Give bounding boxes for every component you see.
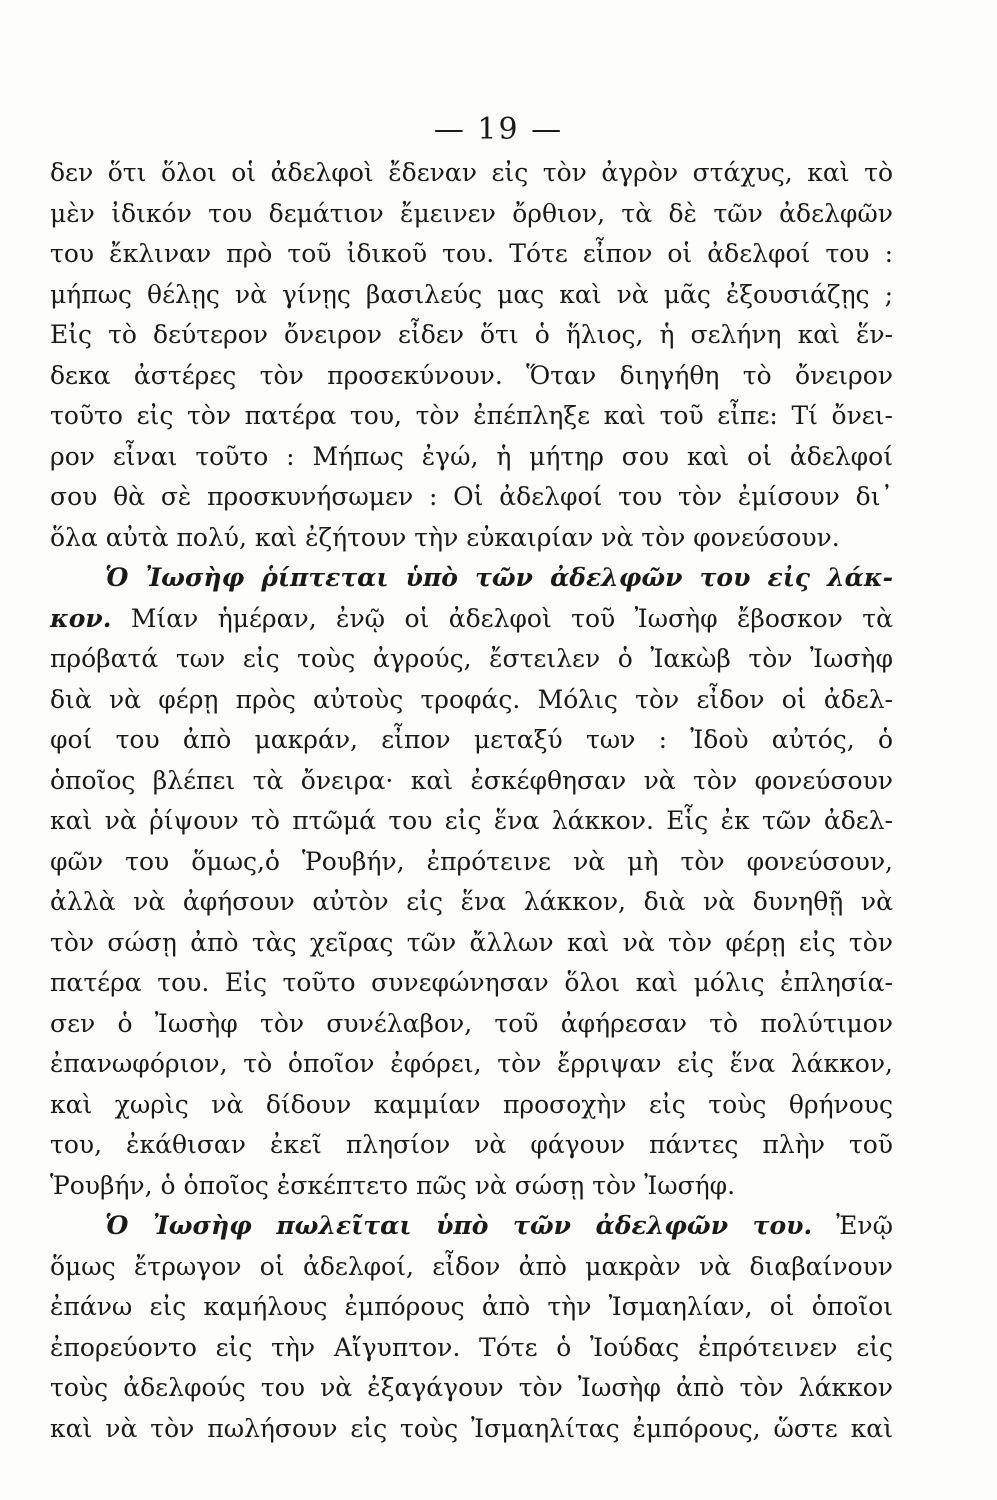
text-line [50,315,893,356]
line-text: σου θὰ σὲ προσκυνήσωμεν : Οἱ ἀδελφοί του τὸν ἐμίσουν δι᾽ [50,482,893,511]
text-line [50,558,893,599]
line-text: δεν ὅτι ὅλοι οἱ ἀδελφοὶ ἔδεναν εἰς τὸν ἀγρὸν στάχυς, καὶ τὸ [50,158,893,187]
line-text: σεν ὁ Ἰωσὴφ τὸν συνέλαβον, τοῦ ἀφήρεσαν τὸ πολύτιμον [50,1008,893,1038]
text-line [50,234,893,275]
page-number: — 19 — [433,112,564,147]
body-text [50,153,893,1449]
text-line [50,1206,893,1247]
line-text: καὶ νὰ τὸν πωλήσουν εἰς τοὺς Ἰσμαηλίτας ἐμπόρους, ὥστε καὶ [50,1413,893,1443]
section-heading: κον. [50,603,112,633]
section-heading: Ὁ Ἰωσὴφ ῥίπτεται ὑπὸ τῶν ἀδελφῶν του εἰς λάκ- [105,563,893,592]
line-text: του ἔκλιναν πρὸ τοῦ ἰδικοῦ του. Τότε εἶπον οἱ ἀδελφοί του : [50,239,893,268]
text-line [50,923,893,964]
text-line [50,599,893,640]
line-text: μὲν ἰδικόν του δεμάτιον ἔμεινεν ὄρθιον, τὰ δὲ τῶν ἀδελφῶν [50,198,893,228]
line-text: φῶν του ὅμως,ὁ Ῥουβήν, ἐπρότεινε νὰ μὴ τὸν φονεύσουν, [50,846,893,876]
text-line [50,1287,893,1328]
line-text: ρον εἶναι τοῦτο : Μήπως ἐγώ, ἡ μήτηρ σου καὶ οἱ ἀδελφοί [50,441,893,471]
text-line [50,963,893,1004]
text-line [50,842,893,883]
line-text: πατέρα του. Εἰς τοῦτο συνεφώνησαν ὅλοι καὶ μόλις ἐπλησία- [50,968,893,997]
text-line [50,720,893,761]
text-line [50,437,893,478]
line-text: διὰ νὰ φέρῃ πρὸς αὐτοὺς τροφάς. Μόλις τὸν εἶδον οἱ ἀδελ- [50,684,893,714]
text-line [50,1044,893,1085]
text-line [50,1085,893,1126]
line-text: φοί του ἀπὸ μακράν, εἶπον μεταξύ των : Ἰδοὺ αὐτός, ὁ [50,725,893,754]
text-line [50,194,893,235]
section-heading: Ὁ Ἰωσὴφ πωλεῖται ὑπὸ τῶν ἀδελφῶν του. [105,1211,813,1240]
line-text: καὶ χωρὶς νὰ δίδουν καμμίαν προσοχὴν εἰς τοὺς θρήνους [50,1089,893,1119]
text-line [50,639,893,680]
line-text: ὅμως ἔτρωγον οἱ ἀδελφοί, εἶδον ἀπὸ μακρὰν νὰ διαβαίνουν [50,1251,893,1281]
line-text: ἐπανωφόριον, τὸ ὁποῖον ἐφόρει, τὸν ἔρριψαν εἰς ἕνα λάκκον, [50,1049,893,1078]
line-text: τοὺς ἀδελφούς του νὰ ἐξαγάγουν τὸν Ἰωσὴφ ἀπὸ τὸν λάκκον [50,1373,893,1402]
text-line [50,1368,893,1409]
line-text: Ῥουβήν, ὁ ὁποῖος ἐσκέπτετο πῶς νὰ σώσῃ τὸν Ἰωσήφ. [50,1170,736,1200]
text-line [50,1125,893,1166]
line-text: Μίαν ἡμέραν, ἐνῷ οἱ ἀδελφοὶ τοῦ Ἰωσὴφ ἔβοσκον τὰ [111,603,893,633]
text-line [50,1409,893,1450]
line-text: ἐπορεύοντο εἰς τὴν Αἴγυπτον. Τότε ὁ Ἰούδας ἐπρότεινεν εἰς [50,1332,893,1362]
text-line [50,518,893,559]
line-text: ἀλλὰ νὰ ἀφήσουν αὐτὸν εἰς ἕνα λάκκον, διὰ νὰ δυνηθῇ νὰ [50,887,893,916]
line-text: του, ἐκάθισαν ἐκεῖ πλησίον νὰ φάγουν πάντες πλὴν τοῦ [50,1130,893,1159]
text-line [50,275,893,316]
text-line [50,1004,893,1045]
line-text: μήπως θέλῃς νὰ γίνῃς βασιλεύς μας καὶ νὰ μᾶς ἐξουσιάζῃς ; [50,279,893,309]
line-text: Εἰς τὸ δεύτερον ὄνειρον εἶδεν ὅτι ὁ ἥλιος, ἡ σελήνη καὶ ἕν- [50,320,893,349]
line-text: ὅλα αὐτὰ πολύ, καὶ ἐζήτουν τὴν εὐκαιρίαν νὰ τὸν φονεύσουν. [50,522,840,552]
text-line [50,761,893,802]
text-line [50,396,893,437]
text-line [50,882,893,923]
text-line [50,477,893,518]
text-line [50,801,893,842]
line-text: τοῦτο εἰς τὸν πατέρα του, τὸν ἐπέπληξε καὶ τοῦ εἶπε: Τί ὄνει- [50,401,893,430]
line-text: δεκα ἀστέρες τὸν προσεκύνουν. Ὅταν διηγήθη τὸ ὄνειρον [50,360,893,390]
text-line [50,1166,893,1207]
line-text: ὁποῖος βλέπει τὰ ὄνειρα· καὶ ἐσκέφθησαν νὰ τὸν φονεύσουν [50,765,893,795]
text-line [50,1328,893,1369]
text-line [50,153,893,194]
text-line [50,680,893,721]
text-line [50,1247,893,1288]
line-text: Ἐνῷ [812,1211,893,1240]
line-text: ἐπάνω εἰς καμήλους ἐμπόρους ἀπὸ τὴν Ἰσμαηλίαν, οἱ ὁποῖοι [50,1292,893,1321]
text-line [50,356,893,397]
line-text: καὶ νὰ ῥίψουν τὸ πτῶμά του εἰς ἕνα λάκκον. Εἷς ἐκ τῶν ἀδελ- [50,806,893,835]
line-text: πρόβατά των εἰς τοὺς ἀγρούς, ἔστειλεν ὁ Ἰακὼβ τὸν Ἰωσὴφ [50,644,893,673]
line-text: τὸν σώσῃ ἀπὸ τὰς χεῖρας τῶν ἄλλων καὶ νὰ τὸν φέρῃ εἰς τὸν [50,927,893,957]
